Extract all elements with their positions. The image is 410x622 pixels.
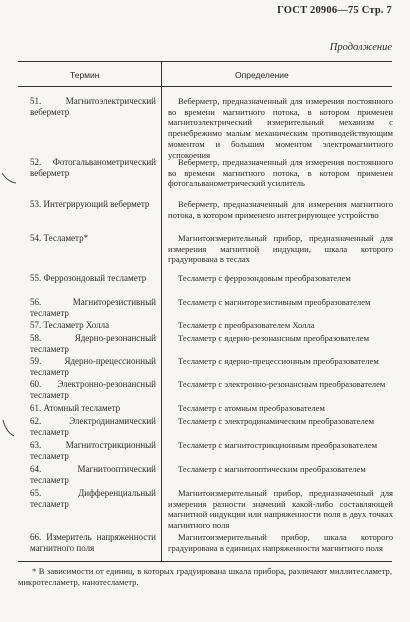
term-52: 52. Фотогальванометрический веберметр — [30, 157, 156, 178]
definition-59: Тесламетр с ядерно-прецессионным преобразователем — [178, 356, 379, 366]
term-61: 61. Атомный тесламетр — [30, 403, 121, 413]
standard-number: ГОСТ 20906—75 — [277, 5, 359, 16]
definition-51: Веберметр, предназначенный для измерения постоянного во времени магнитного потока, в котором применен магнитоэлектрический измерительный механизм с пренебрежимо малым механическим противодействующим моментом и большим моментом электромагнитного успокоения — [168, 96, 393, 160]
continuation-label: Продолжение — [329, 42, 392, 53]
column-divider — [161, 61, 162, 561]
definition-52: Веберметр, предназначенный для измерения постоянного во времени магнитного потока, в котором применен фотогальванометрический усилитель — [168, 157, 393, 189]
term-57: 57. Тесламетр Холла — [30, 320, 110, 330]
definition-60: Тесламетр с электронно-резонансным преобразователем — [178, 379, 386, 389]
term-53: 53. Интегрирующий веберметр — [30, 199, 150, 209]
definition-57: Тесламетр с преобразователем Холла — [178, 320, 315, 330]
table-header-rule — [18, 86, 392, 87]
definition-58: Тесламетр с ядерно-резонансным преобразователем — [178, 333, 370, 343]
footnote: * В зависимости от единиц, в которых градуирована шкала прибора, различают миллитесламетр, микротесламетр, нанотесламетр. — [18, 566, 392, 587]
term-60: 60. Электронно-резонансный тесламетр — [30, 379, 156, 400]
term-64: 64. Магнитооптический тесламетр — [30, 464, 156, 485]
definition-61: Тесламетр с атомным преобразователем — [178, 403, 325, 413]
term-54: 54. Тесламетр* — [30, 233, 89, 243]
definition-56: Тесламетр с магниторезистивным преобразователем — [178, 297, 371, 307]
term-59: 59. Ядерно-прецессионный тесламетр — [30, 356, 156, 377]
term-56: 56. Магниторезистивный тесламетр — [30, 297, 156, 318]
term-63: 63. Магнитострикционный тесламетр — [30, 440, 156, 461]
table-bottom-rule — [18, 561, 392, 562]
margin-mark-icon — [0, 0, 20, 622]
page-number: Стр. 7 — [361, 5, 392, 16]
definition-64: Тесламетр с магнитооптическим преобразователем — [178, 464, 366, 474]
column-header-terms: Термин — [70, 70, 100, 80]
definition-63: Тесламетр с магнитострикционным преобразователем — [178, 440, 378, 450]
definition-62: Тесламетр с электродинамическим преобразователем — [178, 416, 375, 426]
term-51: 51. Магнитоэлектрический веберметр — [30, 96, 156, 117]
term-55: 55. Феррозондовый тесламетр — [30, 273, 147, 283]
term-66: 66. Измеритель напряженности магнитного поля — [30, 532, 156, 553]
definition-55: Тесламетр с феррозондовым преобразователем — [178, 273, 351, 283]
definition-53: Веберметр, предназначенный для измерения магнитного потока, в котором применено интегрирующее устройство — [168, 199, 393, 220]
definition-65: Магнитоизмерительный прибор, предназначенный для измерения разности значений какой-либо составляющей магнитной индукции или напряженности поля в двух точках магнитного поля — [168, 488, 393, 531]
column-header-definitions: Определение — [235, 70, 289, 80]
table-top-rule — [18, 61, 392, 62]
term-58: 58. Ядерно-резонансный тесламетр — [30, 333, 156, 354]
definition-66: Магнитоизмерительный прибор, шкала которого градуирована в единицах напряженности магнитного поля — [168, 532, 393, 553]
term-65: 65. Дифференциальный тесламетр — [30, 488, 156, 509]
term-62: 62. Электродинамический тесламетр — [30, 416, 156, 437]
definition-54: Магнитоизмерительный прибор, предназначенный для измерения магнитной индукции, шкала которого градуирована в теслах — [168, 233, 393, 265]
page-header — [277, 5, 392, 16]
